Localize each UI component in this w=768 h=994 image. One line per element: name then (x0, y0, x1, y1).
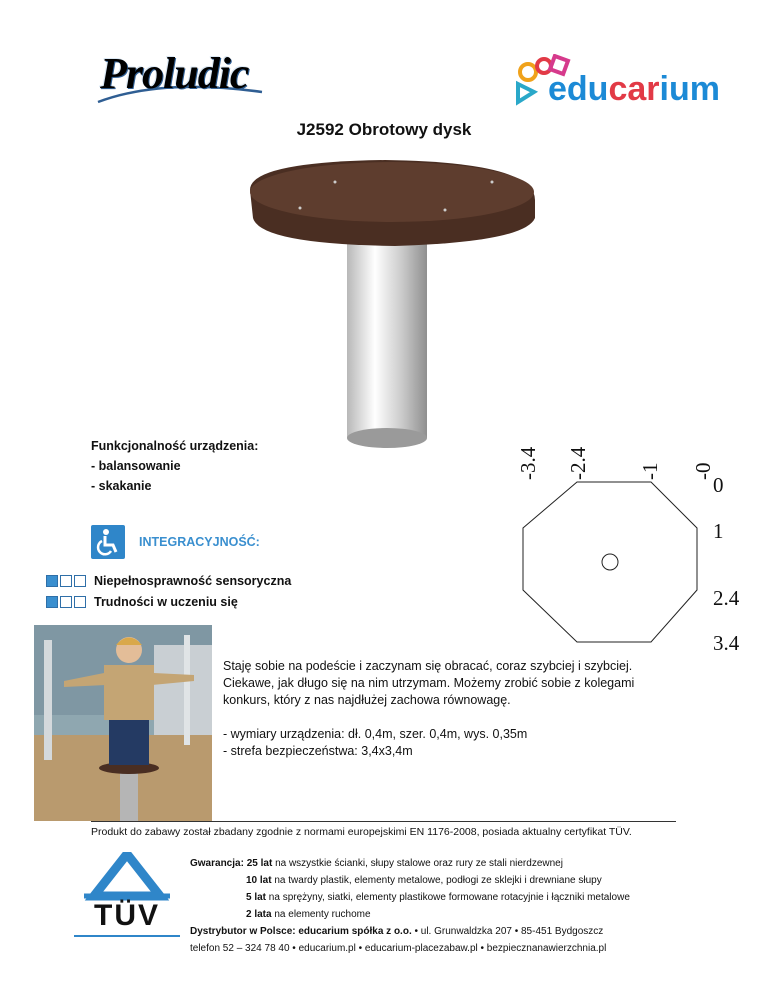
warranty-label: Gwarancja: (190, 858, 244, 869)
certification-note: Produkt do zabawy został zbadany zgodnie z normami europejskimi EN 1176-2008, posiada aktualny certyfikat TÜV. (91, 826, 632, 838)
divider (91, 821, 676, 822)
page-title: J2592 Obrotowy dysk (296, 120, 472, 139)
product-description (223, 658, 683, 709)
educarium-wordmark: educarium (548, 70, 720, 108)
distributor-address: • ul. Grunwaldzka 207 • 85-451 Bydgoszcz (411, 926, 604, 937)
rating-box-filled (46, 575, 58, 587)
safety-zone-diagram (505, 420, 755, 655)
integration-label: INTEGRACYJNOŚĆ: (139, 535, 260, 549)
description-line: Staję sobie na podeście i zaczynam się obracać, coraz szybciej i szybciej. (223, 659, 633, 673)
warranty-years: 2 lata (246, 909, 272, 920)
device-footprint (602, 554, 618, 570)
distributor-label: Dystrybutor w Polsce: educarium spółka z o.o. (190, 926, 412, 937)
diagram-top-label: -3.4 (516, 446, 540, 480)
rating-label: Trudności w uczeniu się (94, 595, 238, 609)
warranty-text: na twardy plastik, elementy metalowe, podłogi ze sklejki i drewniane słupy (274, 875, 602, 886)
functionality-section (91, 436, 258, 496)
functionality-heading: Funkcjonalność urządzenia: (91, 439, 259, 453)
description-line: Ciekawe, jak długo się na nim utrzymam. Możemy zrobić sobie z kolegami (223, 676, 635, 690)
proludic-wordmark: Proludic (100, 49, 249, 98)
wheelchair-icon (91, 525, 125, 559)
rating-row-sensory (46, 574, 291, 588)
functionality-item: - balansowanie (91, 459, 181, 473)
rating-label: Niepełnosprawność sensoryczna (94, 574, 292, 588)
description-line: konkurs, który z nas najdłużej zachowa równowagę. (223, 693, 511, 707)
diagram-right-label: 1 (713, 519, 724, 543)
warranty-section (190, 855, 630, 923)
rating-box-filled (46, 596, 58, 608)
warranty-text: na sprężyny, siatki, elementy plastikowe formowane rotacyjnie i łączniki metalowe (268, 892, 630, 903)
product-illustration (245, 160, 545, 450)
diagram-top-label: -2.4 (566, 446, 590, 480)
warranty-years: 5 lat (246, 892, 267, 903)
rating-box-empty (74, 596, 86, 608)
spec-dimensions: - wymiary urządzenia: dł. 0,4m, szer. 0,4m, wys. 0,35m (223, 727, 528, 741)
warranty-text: na wszystkie ścianki, słupy stalowe oraz rury ze stali nierdzewnej (275, 858, 563, 869)
spec-safety-zone: - strefa bezpieczeństwa: 3,4x3,4m (223, 744, 413, 758)
rating-box-empty (74, 575, 86, 587)
diagram-top-label: -0 (691, 462, 715, 480)
warranty-line (190, 906, 630, 923)
distributor-section (190, 923, 606, 957)
product-photo (34, 625, 212, 821)
warranty-line (190, 889, 630, 906)
distributor-line (190, 923, 606, 940)
warranty-line (190, 855, 630, 872)
proludic-logo (92, 42, 270, 112)
warranty-years: 10 lat (246, 875, 272, 886)
diagram-right-label: 2.4 (713, 586, 740, 610)
functionality-item: - skakanie (91, 479, 152, 493)
diagram-top-label: -1 (638, 462, 662, 480)
diagram-right-label: 0 (713, 473, 724, 497)
rating-box-empty (60, 596, 72, 608)
diagram-right-label: 3.4 (713, 631, 740, 655)
tuv-wordmark: TÜV (94, 899, 160, 932)
warranty-years: 25 lat (246, 858, 273, 869)
rating-row-learning (46, 595, 238, 609)
warranty-text: na elementy ruchome (274, 909, 371, 920)
distributor-contact: telefon 52 – 324 78 40 • educarium.pl • educarium-placezabaw.pl • bezpiecznanawierzchnia.pl (190, 943, 607, 954)
rating-box-empty (60, 575, 72, 587)
warranty-line (190, 872, 630, 889)
safety-zone-outline (523, 482, 697, 642)
product-specs (223, 726, 527, 760)
